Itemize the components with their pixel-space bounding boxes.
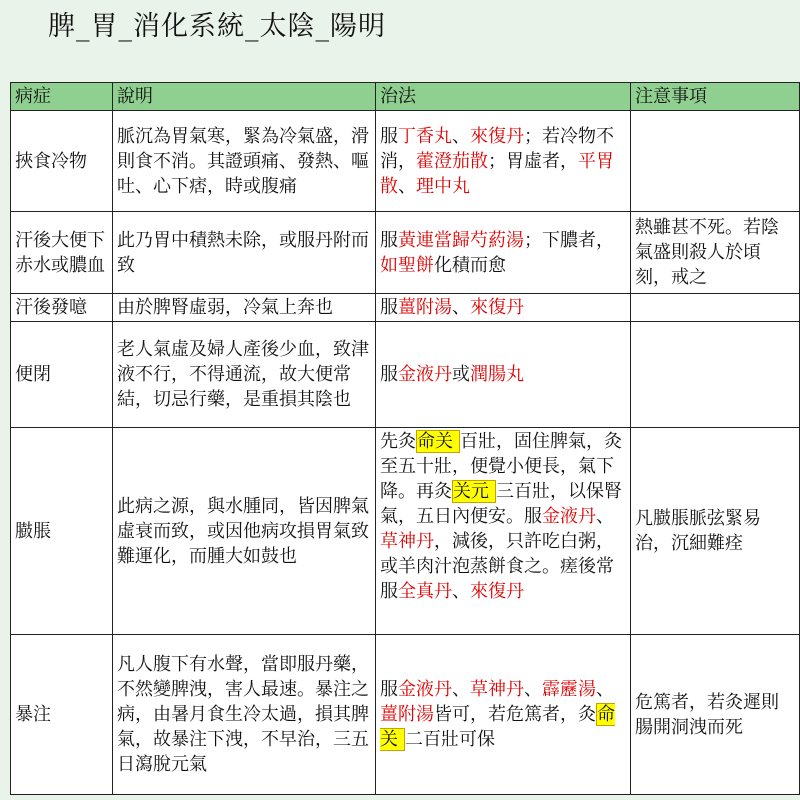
notes-cell [631,322,800,428]
table-row [11,428,800,635]
remedy-table [10,82,800,795]
notes-cell: 危篤者，若灸遲則腸開洞洩而死 [631,635,800,795]
treatment-text: 皆可，若危篤者，灸 [434,704,596,725]
treatment-cell [376,322,631,428]
explanation-cell: 由於脾腎虛弱，冷氣上奔也 [113,294,376,322]
treatment-cell [376,212,631,294]
remedy-name: 草神丹 [380,531,434,552]
remedy-name: 霹靂湯 [542,679,596,700]
treatment-text: 服 [380,364,398,385]
remedy-name: 來復丹 [470,581,524,602]
treatment-text: 服 [380,297,398,318]
header-row [11,83,800,111]
header-treatment: 治法 [376,83,631,111]
explanation-cell: 老人氣虛及婦人產後少血，致津液不行，不得通流，故大便常結，切忌行藥，是重損其陰也 [113,322,376,428]
explanation-cell: 脈沉為胃氣寒，緊為冷氣盛，滑則食不消。其證頭痛、發熱、嘔吐、心下痞，時或腹痛 [113,111,376,212]
treatment-text: 或 [452,364,470,385]
acupoint-highlight: 命关 [416,430,460,453]
remedy-name: 丁香丸 [398,125,452,147]
symptom-cell: 汗後大便下赤水或膿血 [11,212,113,294]
remedy-name: 草神丹 [470,679,524,700]
treatment-cell [376,635,631,795]
table-row [11,111,800,212]
explanation-cell: 此乃胃中積熱未除，或服丹附而致 [113,212,376,294]
header-symptom: 病症 [11,83,113,111]
remedy-name: 金液丹 [398,364,452,385]
treatment-cell [376,111,631,212]
treatment-text: 、 [596,679,614,700]
treatment-text: 、 [452,581,470,602]
table-row [11,322,800,428]
header-explanation: 說明 [113,83,376,111]
treatment-text: 、 [398,175,416,197]
symptom-cell: 便閉 [11,322,113,428]
table-row [11,635,800,795]
notes-cell [631,111,800,212]
header-notes: 注意事項 [631,83,800,111]
table-row [11,294,800,322]
treatment-text: 、 [452,297,470,318]
treatment-text: 先灸 [380,431,416,452]
treatment-cell [376,428,631,635]
symptom-cell: 臌脹 [11,428,113,635]
treatment-text: 服 [380,679,398,700]
acupoint-highlight: 关元 [452,480,496,503]
table-row [11,212,800,294]
treatment-text: ；胃虛者， [488,150,578,172]
treatment-text: 、 [452,679,470,700]
treatment-text: 、 [596,506,614,527]
remedy-name: 理中丸 [416,175,470,197]
treatment-text: 三百壯，以保腎氣，五日內便安。服 [380,481,622,527]
remedy-name: 金液丹 [398,679,452,700]
remedy-name: 平胃散 [380,150,614,197]
remedy-name: 潤腸丸 [470,364,524,385]
treatment-text: 、 [452,125,470,147]
treatment-text: ，減後，只許吃白粥，或羊肉汁泡蒸餅食之。瘥後常服 [380,531,614,602]
symptom-cell: 暴注 [11,635,113,795]
remedy-name: 全真丹 [398,581,452,602]
symptom-cell: 汗後發噫 [11,294,113,322]
notes-cell: 凡臌脹脈弦緊易治，沉細難痊 [631,428,800,635]
treatment-text: 百壯，固住脾氣，灸至五十壯，便覺小便長，氣下降。再灸 [380,431,622,502]
treatment-text: 服 [380,229,398,251]
symptom-cell: 挾食冷物 [11,111,113,212]
remedy-name: 金液丹 [542,506,596,527]
remedy-name: 藿澄茄散 [416,150,488,172]
remedy-name: 薑附湯 [380,704,434,725]
explanation-cell: 此病之源，與水腫同，皆因脾氣虛衰而致，或因他病攻損胃氣致難運化，而腫大如鼓也 [113,428,376,635]
treatment-text: ；下膿者， [524,229,614,251]
treatment-text: ；若冷物不消， [380,125,614,172]
remedy-name: 如聖餅 [380,254,434,276]
notes-cell [631,294,800,322]
remedy-name: 來復丹 [470,297,524,318]
acupoint-highlight: 命关 [380,704,615,750]
treatment-text: 服 [380,125,398,147]
remedy-name: 來復丹 [470,125,524,147]
remedy-name: 薑附湯 [398,297,452,318]
notes-cell: 熱雖甚不死。若陰氣盛則殺人於頃刻，戒之 [631,212,800,294]
treatment-text: 化積而愈 [434,254,506,276]
treatment-text: 二百壯可保 [405,729,495,750]
treatment-text: 、 [524,679,542,700]
remedy-name: 黃連當歸芍葯湯 [398,229,524,251]
treatment-cell [376,294,631,322]
explanation-cell: 凡人腹下有水聲，當即服丹藥，不然變脾洩，害人最速。暴注之病，由暑月食生冷太過，損其脾氣，故暴注下洩，不早治，三五日瀉脫元氣 [113,635,376,795]
page-title: 脾_胃_消化系統_太陰_陽明 [48,11,386,42]
